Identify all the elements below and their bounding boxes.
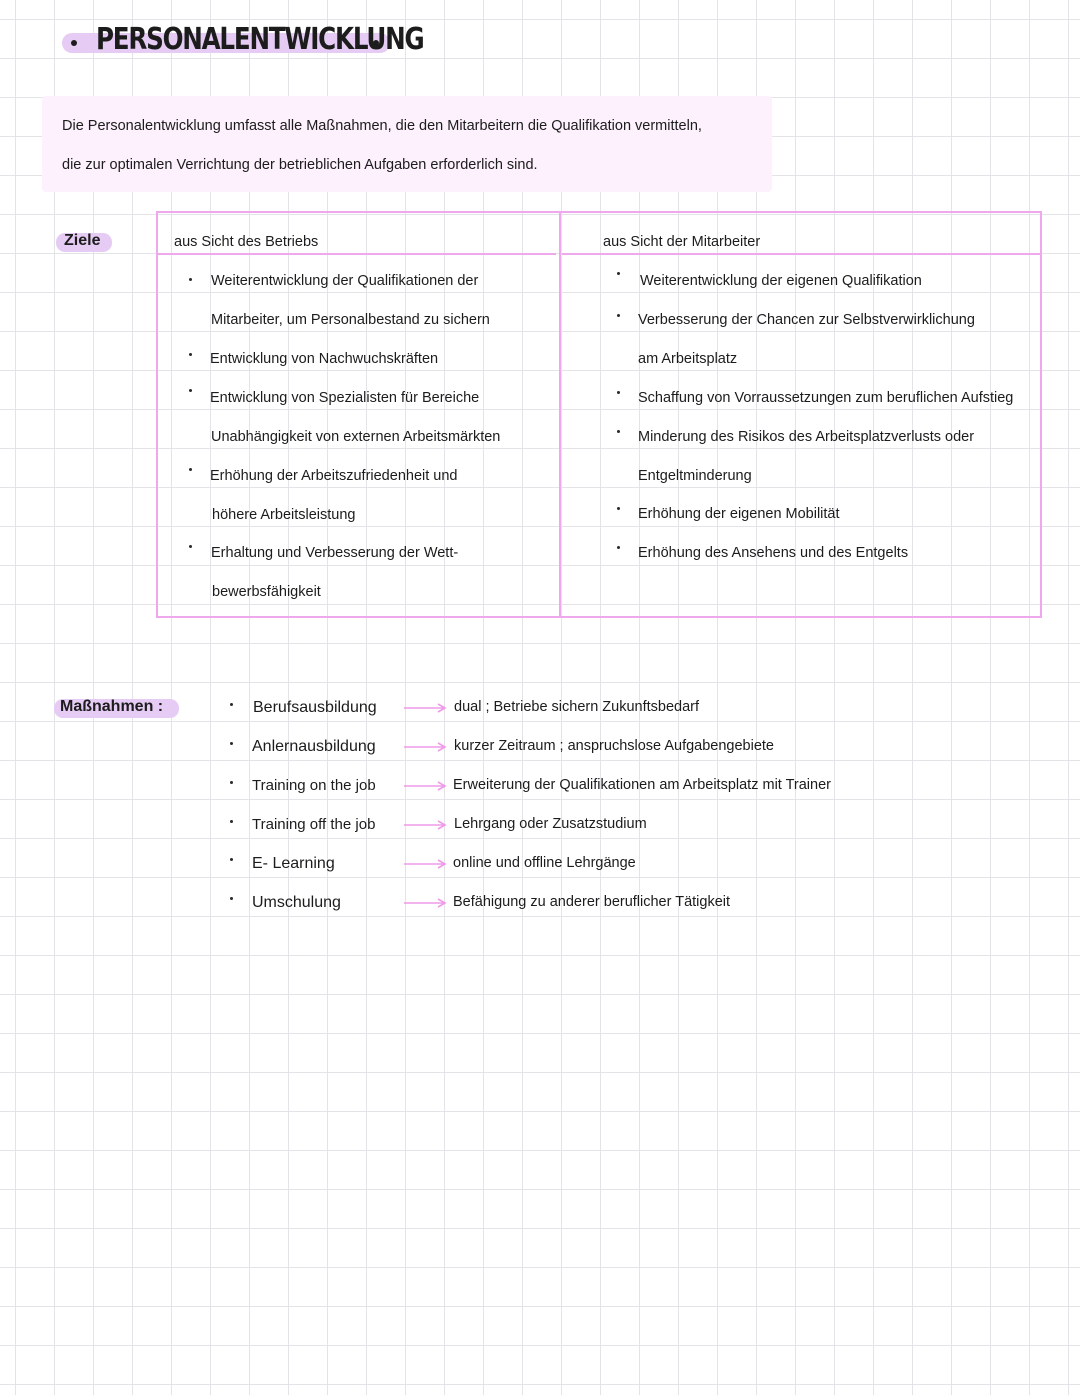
intro-box (42, 96, 772, 192)
arrow-right-icon (402, 741, 448, 753)
goals-column-header-company: aus Sicht des Betriebs (174, 234, 319, 250)
list-bullet (617, 507, 620, 510)
measure-description: dual ; Betriebe sichern Zukunftsbedarf (454, 699, 700, 715)
list-bullet (617, 314, 620, 317)
employee-goal-line: Entgeltminderung (638, 468, 752, 484)
company-goal-line: Entwicklung von Nachwuchskräften (210, 351, 439, 367)
list-bullet (617, 546, 620, 549)
goals-table-divider (559, 211, 561, 618)
employee-goal-line: Weiterentwicklung der eigenen Qualifikation (640, 273, 922, 289)
list-bullet (230, 820, 233, 823)
goals-column-header-employees: aus Sicht der Mitarbeiter (603, 234, 761, 250)
employee-goal-line: am Arbeitsplatz (638, 351, 738, 367)
list-bullet (189, 468, 192, 471)
list-bullet (189, 278, 192, 281)
measure-name: Training on the job (252, 777, 376, 794)
arrow-right-icon (402, 858, 448, 870)
measures-label: Maßnahmen : (60, 698, 164, 715)
goals-label: Ziele (64, 232, 101, 249)
arrow-right-icon (402, 780, 448, 792)
measure-description: online und offline Lehrgänge (453, 855, 636, 871)
list-bullet (230, 742, 233, 745)
goals-header-underline-right (562, 253, 1040, 255)
company-goal-line: höhere Arbeitsleistung (212, 507, 356, 523)
employee-goal-line: Minderung des Risikos des Arbeitsplatzverlusts oder (638, 429, 975, 445)
list-bullet (617, 391, 620, 394)
employee-goal-line: Verbesserung der Chancen zur Selbstverwirklichung (638, 312, 975, 328)
list-bullet (230, 781, 233, 784)
list-bullet (230, 897, 233, 900)
list-bullet (189, 545, 192, 548)
intro-line-1: Die Personalentwicklung umfasst alle Maßnahmen, die den Mitarbeitern die Qualifikation vermitteln, (62, 118, 702, 134)
measure-name: E- Learning (252, 855, 335, 872)
measure-name: Berufsausbildung (253, 699, 377, 716)
company-goal-line: Unabhängigkeit von externen Arbeitsmärkten (211, 429, 501, 445)
page-title: PERSONALENTWICKLUNG (96, 22, 424, 57)
goals-header-underline-left (156, 253, 556, 255)
arrow-right-icon (402, 897, 448, 909)
company-goal-line: Mitarbeiter, um Personalbestand zu sichern (211, 312, 490, 328)
measure-description: Lehrgang oder Zusatzstudium (454, 816, 647, 832)
arrow-right-icon (402, 702, 448, 714)
list-bullet (189, 389, 192, 392)
measure-name: Anlernausbildung (252, 738, 376, 755)
measure-description: Erweiterung der Qualifikationen am Arbeitsplatz mit Trainer (453, 777, 831, 793)
employee-goal-line: Schaffung von Vorraussetzungen zum beruflichen Aufstieg (638, 390, 1014, 406)
company-goal-line: Erhaltung und Verbesserung der Wett- (211, 545, 459, 561)
company-goal-line: Erhöhung der Arbeitszufriedenheit und (210, 468, 458, 484)
employee-goal-line: Erhöhung der eigenen Mobilität (638, 506, 840, 522)
employee-goal-line: Erhöhung des Ansehens und des Entgelts (638, 545, 909, 561)
list-bullet (617, 430, 620, 433)
list-bullet (230, 703, 233, 706)
company-goal-line: bewerbsfähigkeit (212, 584, 321, 600)
list-bullet (230, 858, 233, 861)
measure-name: Umschulung (252, 894, 341, 911)
company-goal-line: Entwicklung von Spezialisten für Bereiche (210, 390, 480, 406)
arrow-right-icon (402, 819, 448, 831)
measure-description: Befähigung zu anderer beruflicher Tätigkeit (453, 894, 731, 910)
measure-name: Training off the job (252, 816, 376, 833)
list-bullet (617, 272, 620, 275)
list-bullet (189, 353, 192, 356)
intro-line-2: die zur optimalen Verrichtung der betrieblichen Aufgaben erforderlich sind. (62, 157, 538, 173)
title-bullet-left (71, 40, 77, 46)
company-goal-line: Weiterentwicklung der Qualifikationen der (211, 273, 479, 289)
measure-description: kurzer Zeitraum ; anspruchslose Aufgabengebiete (454, 738, 774, 754)
